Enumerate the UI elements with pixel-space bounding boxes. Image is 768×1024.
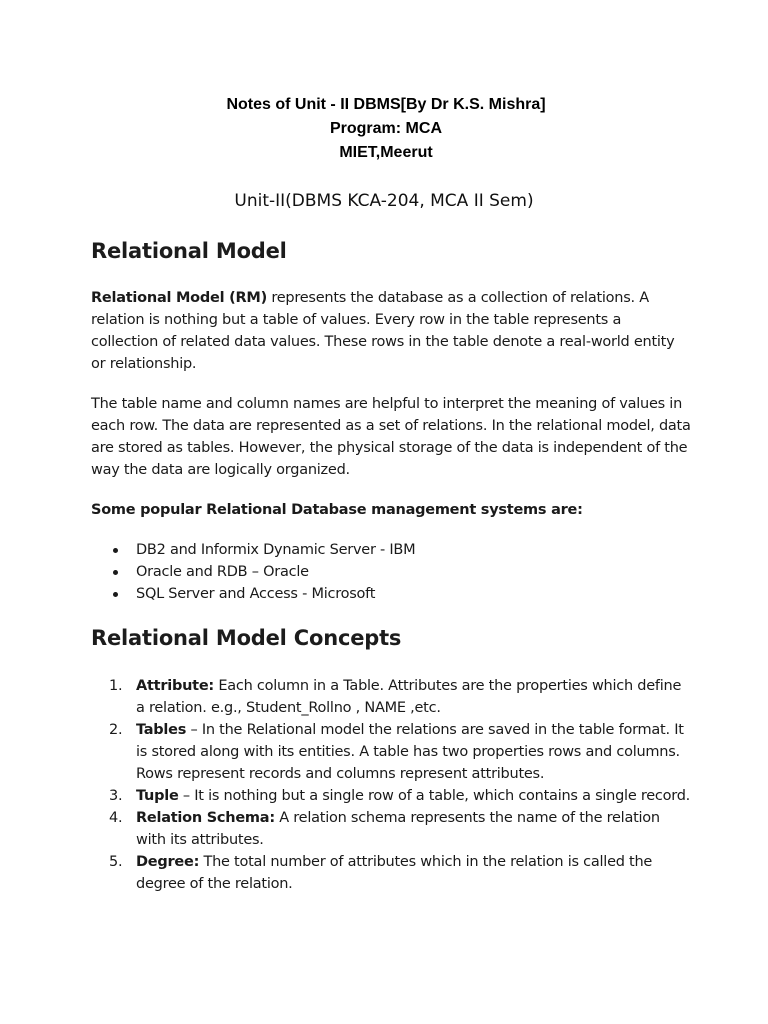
bullet-icon (113, 570, 118, 575)
institute-line: MIET,Meerut (339, 144, 433, 161)
list-item (91, 539, 691, 561)
list-item-text: DB2 and Informix Dynamic Server - IBM (136, 542, 416, 558)
bullet-icon (113, 548, 118, 553)
concept-text: The total number of attributes which in the relation is called the degree of the relation. (136, 854, 653, 892)
relational-model-heading: Relational Model (91, 239, 287, 263)
program-line: Program: MCA (329, 120, 442, 137)
concept-item (91, 851, 691, 895)
item-number: 4. (109, 810, 123, 826)
rdbms-list (91, 539, 691, 605)
rm-term: Relational Model (RM) (91, 290, 267, 306)
table-names-paragraph: The table name and column names are helpful to interpret the meaning of values in each row. The data are represented as a set of relations. In the relational model, data are stored as tables. However, the physical storage of the data is independent of the way the data are logically organized. (91, 396, 691, 478)
list-item (91, 583, 691, 605)
item-number: 3. (109, 788, 123, 804)
item-number: 5. (109, 854, 123, 870)
concept-term: Degree: (136, 854, 200, 870)
concept-text: – In the Relational model the relations are saved in the table format. It is stored along with its entities. A table has two properties rows and columns. Rows represent records and columns represent attributes. (136, 722, 684, 782)
concept-item (91, 675, 691, 719)
list-item-text: Oracle and RDB – Oracle (136, 564, 309, 580)
item-number: 1. (109, 678, 123, 694)
concept-item (91, 719, 691, 785)
item-number: 2. (109, 722, 123, 738)
concept-term: Tuple (136, 788, 179, 804)
relational-model-concepts-heading: Relational Model Concepts (91, 626, 402, 650)
notes-title: Notes of Unit - II DBMS[By Dr K.S. Mishra] (226, 96, 546, 113)
unit-subtitle: Unit-II(DBMS KCA-204, MCA II Sem) (234, 191, 534, 211)
concept-item (91, 807, 691, 851)
concept-text: Each column in a Table. Attributes are the properties which define a relation. e.g., Student_Rollno , NAME ,etc. (136, 678, 682, 716)
list-item (91, 561, 691, 583)
rm-definition: represents the database as a collection of relations. A relation is nothing but a table of values. Every row in the table represents a collection of related data values. These rows in the table denote a real-world entity or relationship. (91, 290, 675, 372)
popular-rdbms-heading-text: Some popular Relational Database management systems are: (91, 502, 583, 518)
bullet-icon (113, 592, 118, 597)
popular-rdbms-heading (91, 499, 691, 521)
concept-item (91, 785, 691, 807)
concept-term: Tables (136, 722, 187, 738)
concept-term: Attribute: (136, 678, 214, 694)
list-item-text: SQL Server and Access - Microsoft (136, 586, 376, 602)
concept-text: A relation schema represents the name of the relation with its attributes. (136, 810, 660, 848)
concept-term: Relation Schema: (136, 810, 275, 826)
concepts-list (91, 675, 691, 895)
relational-model-paragraph (91, 287, 691, 375)
concept-text: – It is nothing but a single row of a table, which contains a single record. (178, 788, 691, 804)
